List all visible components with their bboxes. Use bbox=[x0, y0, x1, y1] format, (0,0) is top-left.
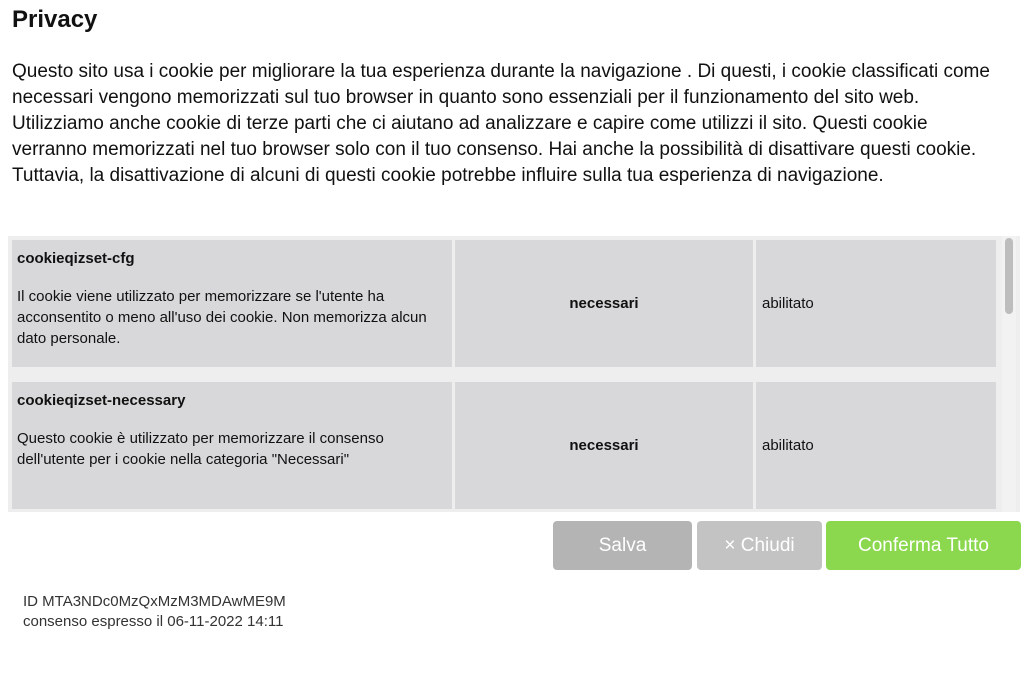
consent-date: consenso espresso il 06-11-2022 14:11 bbox=[23, 613, 284, 630]
cookie-category: necessari bbox=[455, 382, 753, 509]
scrollbar-thumb[interactable] bbox=[1005, 238, 1013, 314]
close-button[interactable]: × Chiudi bbox=[697, 521, 822, 570]
consent-footer bbox=[23, 592, 286, 632]
save-button[interactable]: Salva bbox=[553, 521, 692, 570]
table-scrollbar[interactable] bbox=[1002, 236, 1016, 512]
cookie-row bbox=[12, 240, 996, 367]
cookie-row bbox=[12, 382, 996, 509]
consent-id: ID MTA3NDc0MzQxMzM3MDAwME9M bbox=[23, 593, 286, 610]
confirm-all-button[interactable]: Conferma Tutto bbox=[826, 521, 1021, 570]
cookie-status: abilitato bbox=[756, 240, 996, 367]
page-title: Privacy bbox=[12, 6, 98, 33]
cookie-name-cell bbox=[12, 382, 452, 509]
cookie-status: abilitato bbox=[756, 382, 996, 509]
cookie-table bbox=[8, 236, 1020, 512]
cookie-name: cookieqizset-necessary bbox=[17, 392, 186, 409]
cookie-name: cookieqizset-cfg bbox=[17, 250, 135, 267]
cookie-category: necessari bbox=[455, 240, 753, 367]
cookie-name-cell bbox=[12, 240, 452, 367]
privacy-intro-text: Questo sito usa i cookie per migliorare la tua esperienza durante la navigazione . Di questi, i cookie classificati come necessari vengono memorizzati sul tuo browser in quanto sono essenziali per il funzionamento del sito web. Utilizziamo anche cookie di terze parti che ci aiutano ad analizzare e capire come utilizzi il sito. Questi cookie verranno memorizzati nel tuo browser solo con il tuo consenso. Hai anche la possibilità di disattivare questi cookie. Tuttavia, la disattivazione di alcuni di questi cookie potrebbe influire sulla tua esperienza di navigazione. bbox=[12, 61, 990, 186]
cookie-description: Questo cookie è utilizzato per memorizzare il consenso dell'utente per i cookie nella categoria "Necessari" bbox=[17, 430, 384, 468]
cookie-description: Il cookie viene utilizzato per memorizzare se l'utente ha acconsentito o meno all'uso dei cookie. Non memorizza alcun dato personale. bbox=[17, 288, 427, 347]
